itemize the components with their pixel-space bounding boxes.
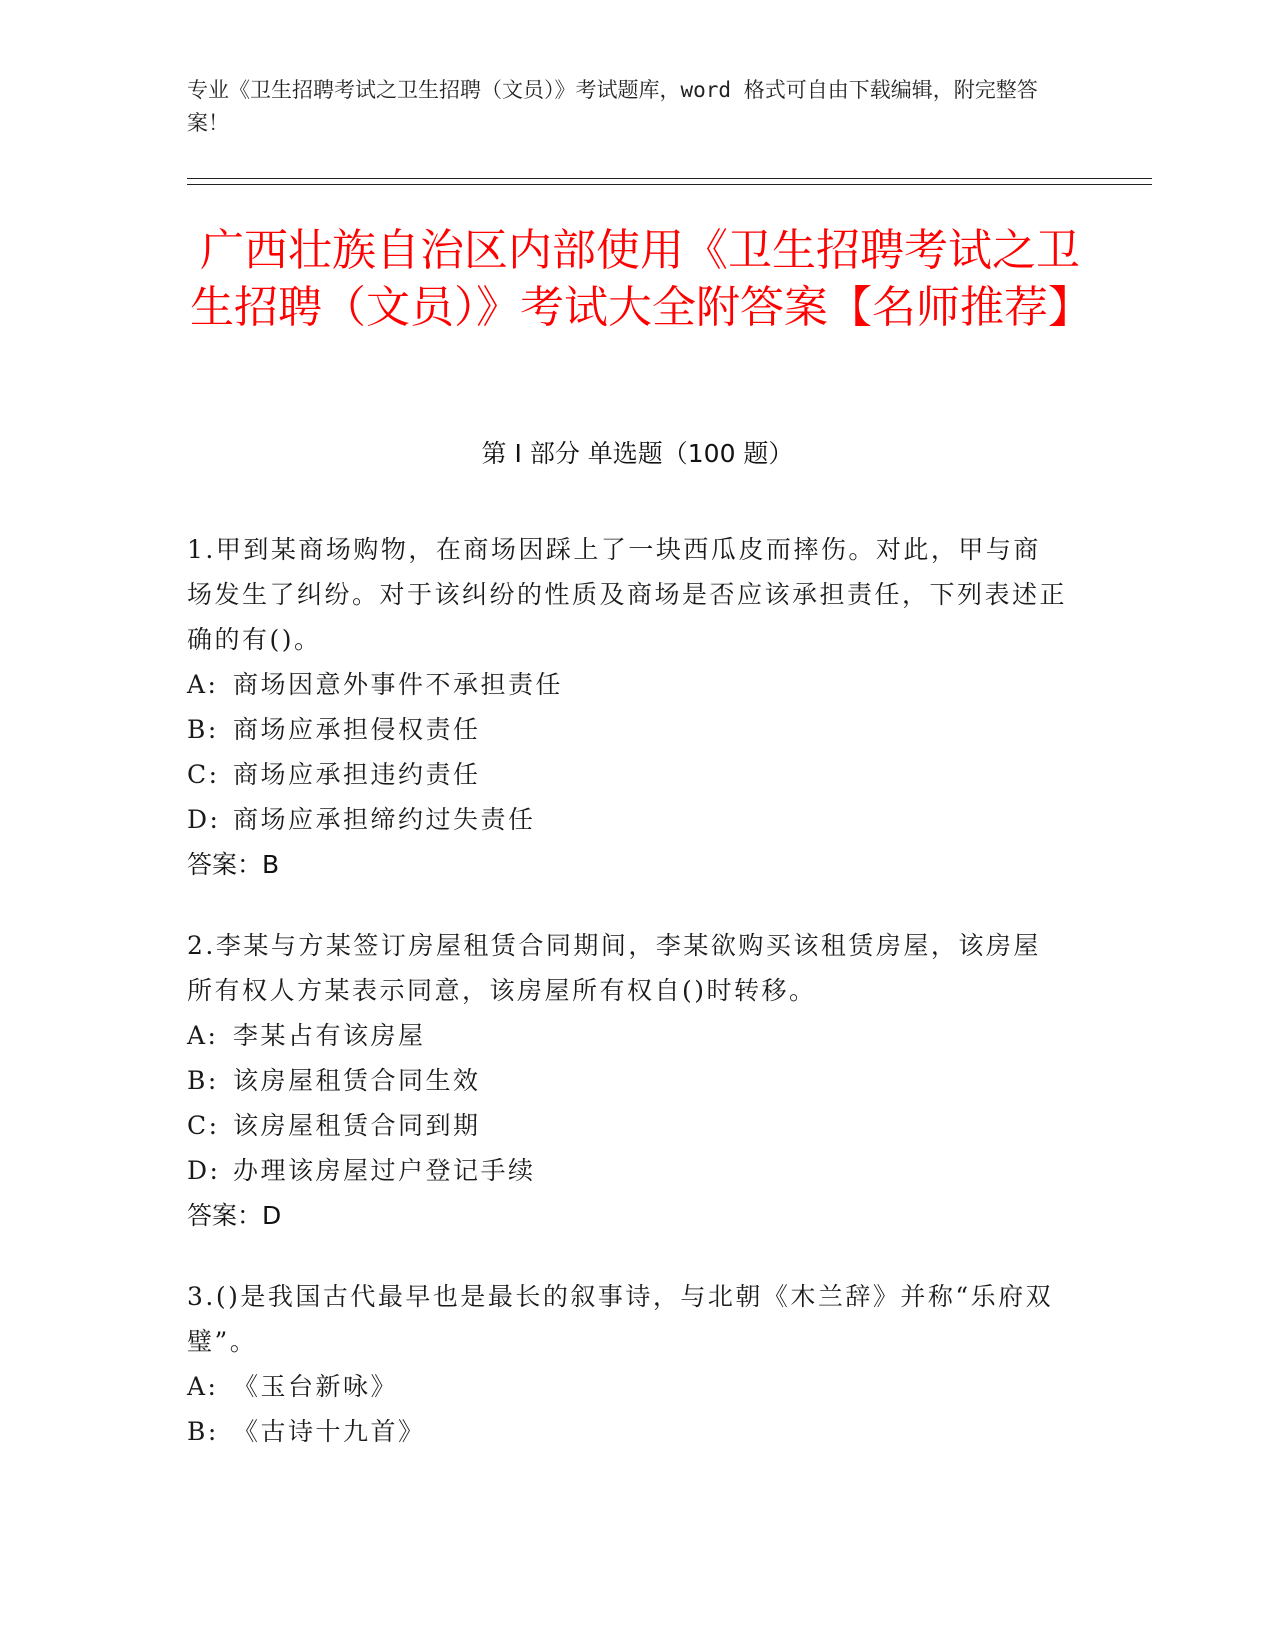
option-key: A:	[187, 1372, 219, 1401]
question-stem: 3.()是我国古代最早也是最长的叙事诗，与北朝《木兰辞》并称“乐府双璧”。	[187, 1282, 1054, 1356]
option-b	[187, 1058, 1067, 1103]
option-d	[187, 797, 1067, 842]
option-b	[187, 707, 1067, 752]
option-a	[187, 1364, 1067, 1409]
option-key: C:	[187, 760, 220, 789]
option-d	[187, 1148, 1067, 1193]
header-note: 专业《卫生招聘考试之卫生招聘（文员）》考试题库，word 格式可自由下载编辑，附完整答案！	[187, 78, 1038, 135]
option-text: 《古诗十九首》	[233, 1417, 426, 1446]
question-stem: 2.李某与方某签订房屋租赁合同期间，李某欲购买该租赁房屋，该房屋所有权人方某表示同意，该房屋所有权自()时转移。	[187, 931, 1041, 1005]
option-text: 该房屋租赁合同生效	[233, 1066, 481, 1095]
option-key: B:	[187, 1066, 219, 1095]
option-text: 《玉台新咏》	[233, 1372, 399, 1401]
question-3	[187, 1274, 1067, 1454]
answer: 答案：B	[187, 850, 280, 879]
question-list	[187, 527, 1067, 1490]
option-text: 该房屋租赁合同到期	[233, 1111, 481, 1140]
answer: 答案：D	[187, 1201, 282, 1230]
option-key: B:	[187, 1417, 219, 1446]
option-c	[187, 1103, 1067, 1148]
option-text: 商场应承担缔约过失责任	[233, 805, 536, 834]
question-2	[187, 923, 1067, 1238]
section-heading: 第 I 部分 单选题（100 题）	[481, 439, 794, 468]
option-key: C:	[187, 1111, 220, 1140]
option-key: A:	[187, 670, 219, 699]
option-text: 李某占有该房屋	[233, 1021, 426, 1050]
option-a	[187, 1013, 1067, 1058]
option-c	[187, 752, 1067, 797]
question-1	[187, 527, 1067, 887]
option-a	[187, 662, 1067, 707]
question-stem: 1.甲到某商场购物，在商场因踩上了一块西瓜皮而摔伤。对此，甲与商场发生了纠纷。对于该纠纷的性质及商场是否应该承担责任，下列表述正确的有()。	[187, 535, 1068, 654]
header-divider-top	[187, 178, 1152, 179]
option-key: D:	[187, 805, 221, 834]
header-divider-bottom	[187, 184, 1152, 185]
option-text: 商场因意外事件不承担责任	[233, 670, 564, 699]
document-title: 广西壮族自治区内部使用《卫生招聘考试之卫生招聘（文员）》考试大全附答案【名师推荐】	[190, 225, 1092, 333]
option-key: D:	[187, 1156, 221, 1185]
option-text: 商场应承担违约责任	[233, 760, 481, 789]
option-key: A:	[187, 1021, 219, 1050]
option-key: B:	[187, 715, 219, 744]
option-b	[187, 1409, 1067, 1454]
option-text: 商场应承担侵权责任	[233, 715, 481, 744]
option-text: 办理该房屋过户登记手续	[233, 1156, 536, 1185]
